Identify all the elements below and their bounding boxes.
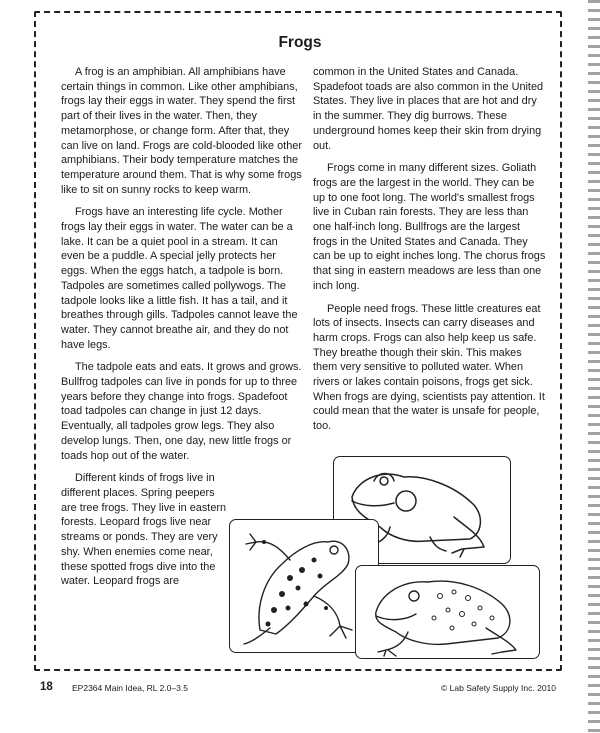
illustration-spadefoot-toad: [355, 565, 540, 659]
toad-drawing: [356, 566, 539, 658]
product-code: EP2364 Main Idea, RL 2.0–3.5: [72, 683, 188, 693]
page-number: 18: [40, 681, 53, 693]
left-text-column: [61, 65, 302, 597]
paragraph-tadpole-growth: The tadpole eats and eats. It grows and grows. Bullfrog tadpoles can live in ponds for up to three years before they change into frogs. Spadefoot toad tadpoles can change in just 12 days. Eventually, all tadpoles grow legs. They also develop lungs. Then, one day, new little frogs or toads hop out of the water.: [61, 361, 302, 462]
paragraph-habitats: Different kinds of frogs live in different places. Spring peepers are tree frogs. They live in eastern forests. Leopard frogs live near streams or ponds. They are very shy. When enemies come near, these spotted frogs dive into the water. Leopard frogs are: [61, 472, 227, 588]
page-edge-marks: [588, 0, 600, 733]
copyright: © Lab Safety Supply Inc. 2010: [441, 683, 556, 693]
page-title: Frogs: [278, 34, 322, 51]
paragraph-people-need-frogs: People need frogs. These little creatures eat lots of insects. Insects can carry diseases and harm crops. Frogs can also help keep us safe. They breathe though their skin. This makes them very sensitive to polluted water. When rivers or lakes contain poisons, frogs get sick. When frogs are dying, scientists pay attention. It could mean that the water is unsafe for people, too.: [313, 302, 545, 433]
paragraph-sizes: Frogs come in many different sizes. Goliath frogs are the largest in the world. They can be up to one foot long. The world's smallest frogs live in Cuban rain forests. They are less than one half-inch long. Bullfrogs are the largest frogs in the United States and Canada. They can be up to eight inches long. The chorus frogs that sing in eastern meadows are less than one inch long.: [313, 162, 546, 292]
right-text-column: [313, 65, 546, 442]
page-footer: [0, 681, 600, 699]
paragraph-amphibian: A frog is an amphibian. All amphibians have certain things in common. Like other amphibians, frogs lay their eggs in water. They spend the first part of their lives in the water. Then, they metamorphose, or change form. After that, they can live on land. Frogs are cold-blooded like other amphibians. Their body temperature matches the temperature around them. That is why some frogs like to sit on sunny rocks to keep warm.: [61, 66, 302, 196]
paragraph-habitats-continued: common in the United States and Canada. Spadefoot toads are also common in the United States. They live in places that are hot and dry in the summer. They dig burrows. These underground homes keep their skin from drying out.: [313, 66, 544, 152]
paragraph-life-cycle: Frogs have an interesting life cycle. Mother frogs lay their eggs in water. The water can be a lake. It can be a quiet pool in a stream. It can even be a puddle. A special jelly protects her eggs. When the eggs hatch, a tadpole is born. Tadpoles are sometimes called pollywogs. The tadpole looks like a little fish. It has a tail, and it breathes through gills. Tadpoles cannot leave the water. They cannot breathe air, and they do not have legs.: [61, 206, 298, 351]
